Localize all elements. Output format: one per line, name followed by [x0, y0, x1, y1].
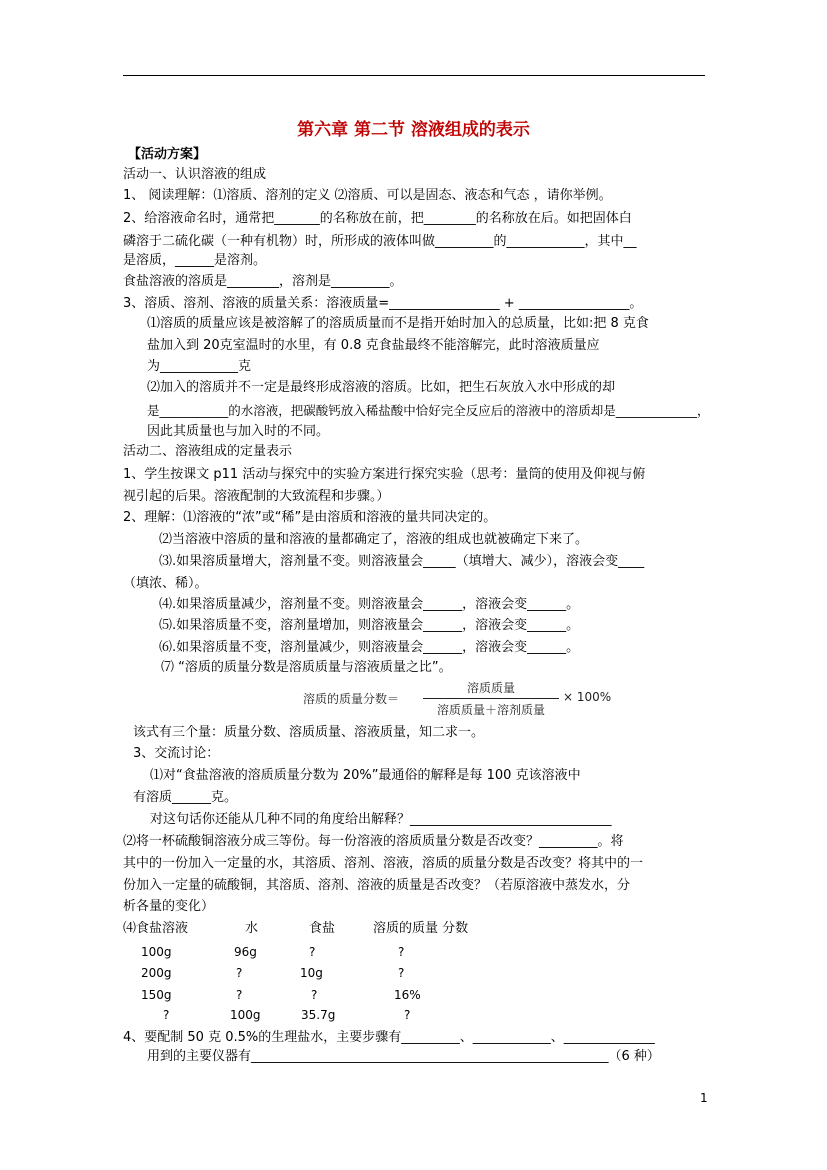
- formula-denominator: 溶质质量＋溶剂质量: [436, 703, 545, 717]
- text-line: ⑵将一杯硫酸铜溶液分成三等份。每一份溶液的溶质质量分数是否改变？_________。将: [123, 834, 624, 849]
- text-line: 为____________克: [147, 359, 252, 374]
- table-header: 溶质的质量 分数: [373, 921, 469, 936]
- section-heading: 【活动方案】: [128, 147, 207, 162]
- text-line: 盐加入到 20克室温时的水里，有 0.8 克食盐最终不能溶解完，此时溶液质量应: [147, 338, 600, 353]
- text-line: ⑷.如果溶质量减少，溶剂量不变。则溶液量会______，溶液会变______。: [159, 597, 580, 612]
- activity-two-heading: 活动二、溶液组成的定量表示: [123, 444, 293, 459]
- page-title: 第六章 第二节 溶液组成的表示: [297, 120, 530, 140]
- table-header: 食盐: [309, 921, 336, 936]
- text-line: ⑹.如果溶质量不变，溶剂量减少，则溶液量会______，溶液会变______。: [159, 640, 580, 655]
- text-line: 是溶质，______是溶剂。: [123, 253, 267, 268]
- text-line: 3、溶质、溶剂、溶液的质量关系：溶液质量=_________________ + _________________。: [123, 296, 643, 311]
- text-line: ⑴对“食盐溶液的溶质质量分数为 20%”最通俗的解释是每 100 克该溶液中: [150, 768, 581, 783]
- table-cell: ?: [309, 945, 316, 959]
- table-cell: ?: [163, 1008, 170, 1022]
- text-line: 用到的主要仪器有_______________________________________________________（6 种）: [147, 1049, 660, 1064]
- page-number: 1: [700, 1091, 708, 1105]
- text-line: 析各量的变化）: [123, 899, 215, 914]
- table-cell: 16%: [394, 988, 421, 1002]
- text-line: 食盐溶液的溶质是________，溶剂是_________。: [123, 274, 403, 289]
- formula-numerator: 溶质质量: [423, 679, 559, 699]
- header-rule: [123, 75, 705, 76]
- text-line: 有溶质______克。: [133, 790, 238, 805]
- table-header: ⑷食盐溶液: [123, 921, 189, 936]
- text-line: ⑶.如果溶质量增大，溶剂量不变。则溶液量会_____（填增大、减少），溶液会变____: [159, 554, 645, 569]
- formula-fraction: [423, 679, 559, 718]
- text-line: 视引起的后果。溶液配制的大致流程和步骤。）: [123, 489, 390, 504]
- text-line: 因此其质量也与加入时的不同。: [147, 424, 330, 439]
- table-header: 水: [245, 921, 259, 936]
- text-line: ⑺ “溶质的质量分数是溶质质量与溶液质量之比”。: [161, 660, 452, 675]
- text-line: （填浓、稀）。: [123, 576, 208, 591]
- activity-one-heading: 活动一、认识溶液的组成: [123, 167, 267, 182]
- formula-lhs: 溶质的质量分数＝: [303, 692, 400, 706]
- table-cell: ?: [311, 988, 318, 1002]
- text-line: 2、给溶液命名时，通常把_______的名称放在前，把________的名称放在后。如把固体白: [123, 211, 632, 226]
- text-line: 2、理解：⑴溶液的“浓”或“稀”是由溶质和溶液的量共同决定的。: [123, 510, 497, 525]
- table-cell: 35.7g: [301, 1008, 336, 1022]
- text-line: ⑸.如果溶质量不变，溶剂量增加，则溶液量会______，溶液会变______。: [159, 618, 580, 633]
- table-cell: 150g: [141, 988, 172, 1002]
- text-line: 磷溶于二硫化碳（一种有机物）时，所形成的液体叫做_________的____________，其中__: [123, 234, 637, 249]
- text-line: 3、交流讨论：: [133, 746, 220, 761]
- text-line: 其中的一份加入一定量的水，其溶质、溶剂、溶液，溶质的质量分数是否改变？将其中的一: [123, 856, 644, 871]
- text-line: ⑴溶质的质量应该是被溶解了的溶质质量而不是指开始时加入的总质量，比如:把 8 克食: [147, 316, 649, 331]
- table-cell: ?: [398, 966, 405, 980]
- formula-rhs: × 100%: [563, 690, 612, 704]
- table-cell: ?: [236, 966, 243, 980]
- text-line: 对这句话你还能从几种不同的角度给出解释？_______________________________: [150, 812, 612, 827]
- table-cell: ?: [404, 1008, 411, 1022]
- table-cell: ?: [398, 945, 405, 959]
- text-line: 4、要配制 50 克 0.5%的生理盐水，主要步骤有_________、____________、______________: [123, 1030, 655, 1045]
- text-line: ⑵当溶液中溶质的量和溶液的量都确定了，溶液的组成也就被确定下来了。: [159, 532, 589, 547]
- text-line: 是___________的水溶液，把碳酸钙放入稀盐酸中恰好完全反应后的溶液中的溶质却是_____________，: [147, 403, 710, 418]
- table-cell: 96g: [234, 945, 257, 959]
- table-cell: 10g: [300, 966, 323, 980]
- text-line: ⑵加入的溶质并不一定是最终形成溶液的溶质。比如，把生石灰放入水中形成的却: [147, 380, 616, 395]
- table-cell: ?: [236, 988, 243, 1002]
- table-cell: 100g: [230, 1008, 261, 1022]
- table-cell: 200g: [141, 966, 172, 980]
- text-line: 1、学生按课文 p11 活动与探究中的实验方案进行探究实验（思考：量筒的使用及仰视与俯: [123, 467, 646, 482]
- text-line: 份加入一定量的硫酸铜，其溶质、溶剂、溶液的质量是否改变？（若原溶液中蒸发水，分: [123, 878, 631, 893]
- text-line: 1、 阅读理解：⑴溶质、溶剂的定义 ⑵溶质、可以是固态、液态和气态 ，请你举例。: [123, 188, 612, 203]
- text-line: 该式有三个量：质量分数、溶质质量、溶液质量，知二求一。: [133, 725, 485, 740]
- table-cell: 100g: [141, 945, 172, 959]
